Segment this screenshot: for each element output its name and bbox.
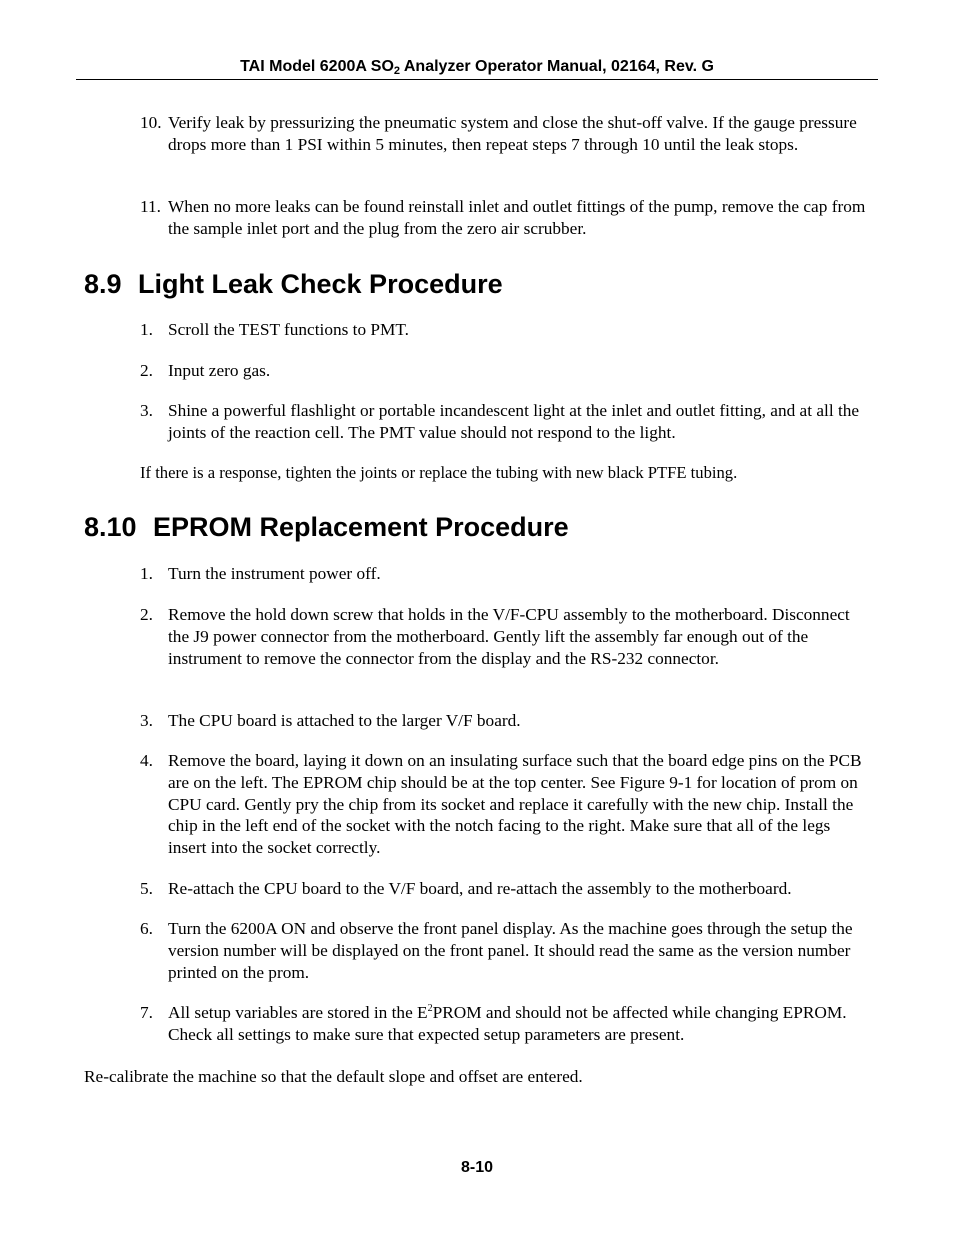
step-text: Remove the board, laying it down on an insulating surface such that the board edge pins on the PCB are on the left. The EPROM chip should be at the top center. See Figure 9-1 for location of prom on CPU card. Gently pry the chip from its socket and replace it carefully with the new chip. Install the chip in the left end of the socket with the notch facing to the right. Make sure that all of the legs insert into the socket correctly. [168, 751, 862, 858]
page-number: 8-10 [460, 1159, 494, 1176]
section-number: 8.9 [84, 269, 122, 299]
header-divider [76, 79, 878, 80]
step-text: Turn the instrument power off. [168, 564, 381, 583]
step-text: Shine a powerful flashlight or portable incandescent light at the inlet and outlet fitting, and at all the joints of the reaction cell. The PMT value should not respond to the light. [168, 401, 860, 442]
step-number: 6. [140, 919, 153, 938]
section-heading-8-9 [84, 268, 503, 300]
step-text: Turn the 6200A ON and observe the front panel display. As the machine goes through the setup the version number will be displayed on the front panel. It should read the same as the version number printed on the prom. [168, 919, 853, 982]
step-number: 5. [140, 879, 153, 898]
step-text: Verify leak by pressurizing the pneumatic system and close the shut-off valve. If the gauge pressure drops more than 1 PSI within 5 minutes, then repeat steps 7 through 10 until the leak stops. [168, 113, 857, 154]
step-text: Scroll the TEST functions to PMT. [168, 320, 409, 339]
section-title: EPROM Replacement Procedure [153, 512, 569, 542]
step-text: Re-attach the CPU board to the V/F board, and re-attach the assembly to the motherboard. [168, 879, 792, 898]
header-title-pre: TAI Model 6200A SO [240, 58, 394, 75]
step-text: Remove the hold down screw that holds in the V/F-CPU assembly to the motherboard. Disconnect the J9 power connector from the motherboard. Gently lift the assembly far enough out of the instrument to remove the connector from the display and the RS-232 connector. [168, 605, 850, 668]
step-number: 4. [140, 751, 153, 770]
section-title: Light Leak Check Procedure [138, 269, 503, 299]
step-number: 2. [140, 605, 153, 624]
superscript: 2 [427, 1003, 433, 1014]
step-text: The CPU board is attached to the larger V/F board. [168, 711, 521, 730]
step-text-post: PROM and should not be affected while changing EPROM. Check all settings to make sure that expected setup parameters are present. [168, 1003, 847, 1044]
step-text: Input zero gas. [168, 361, 271, 380]
step-number: 7. [140, 1003, 153, 1022]
step-number: 1. [140, 320, 153, 339]
section-note: If there is a response, tighten the joints or replace the tubing with new black PTFE tubing. [140, 463, 738, 482]
step-text [168, 1002, 870, 1046]
closing-paragraph: Re-calibrate the machine so that the default slope and offset are entered. [84, 1067, 583, 1086]
step-number: 1. [140, 564, 153, 583]
step-number: 10. [140, 113, 162, 132]
header-title-post: Analyzer Operator Manual, 02164, Rev. G [400, 58, 714, 75]
step-number: 3. [140, 711, 153, 730]
step-text-pre: All setup variables are stored in the E [168, 1003, 428, 1022]
step-number: 11. [140, 197, 161, 216]
header-title-subscript: 2 [393, 65, 401, 77]
page-header [76, 57, 878, 77]
step-number: 2. [140, 361, 153, 380]
step-number: 3. [140, 401, 153, 420]
section-heading-8-10 [84, 511, 569, 543]
section-number: 8.10 [84, 512, 137, 542]
step-text: When no more leaks can be found reinstall inlet and outlet fittings of the pump, remove the cap from the sample inlet port and the plug from the zero air scrubber. [168, 197, 866, 238]
